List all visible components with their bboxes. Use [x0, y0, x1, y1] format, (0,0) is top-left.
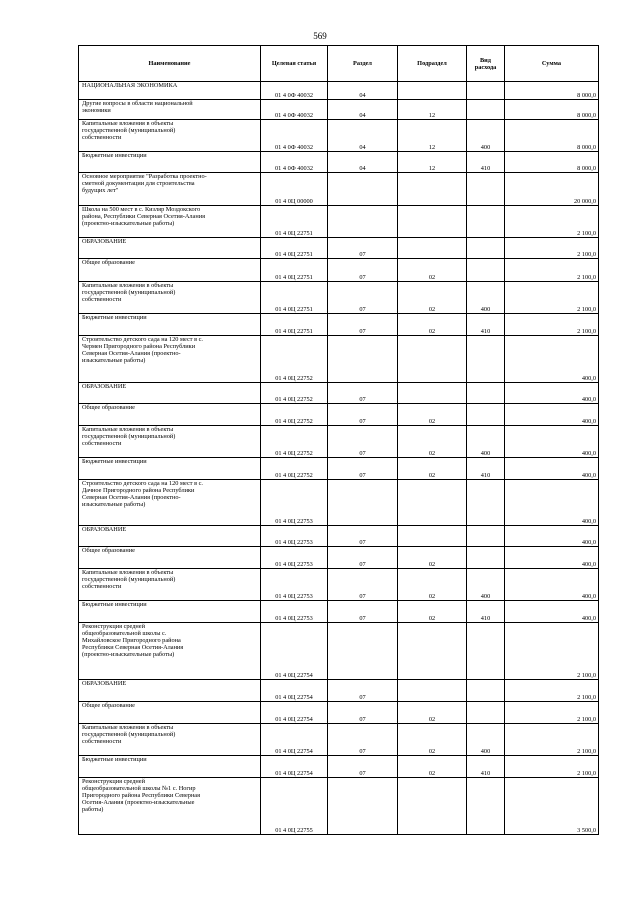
cell-name: Бюджетные инвестиции	[79, 458, 261, 480]
cell-target: 01 4 0Ф 40032	[261, 152, 328, 173]
header-target: Целевая статья	[261, 46, 328, 82]
cell-name: ОБРАЗОВАНИЕ	[79, 383, 261, 404]
cell-amount: 8 000,0	[505, 120, 599, 152]
budget-table	[78, 45, 599, 835]
cell-expense-type	[467, 623, 505, 680]
cell-expense-type	[467, 173, 505, 206]
cell-subsection	[398, 238, 467, 259]
cell-section: 07	[328, 314, 398, 336]
cell-section: 04	[328, 152, 398, 173]
cell-subsection: 02	[398, 259, 467, 282]
cell-section: 04	[328, 120, 398, 152]
cell-subsection: 02	[398, 404, 467, 426]
cell-name: Реконструкция средней общеобразовательной школы №1 с. Ногир Пригородного района Республики Северная Осетия-Алания (проектно-изыскательные работы)	[79, 778, 261, 835]
cell-expense-type: 400	[467, 724, 505, 756]
cell-amount: 400,0	[505, 569, 599, 601]
cell-target: 01 4 0Ц 22753	[261, 480, 328, 526]
cell-expense-type	[467, 778, 505, 835]
table-row	[79, 724, 599, 756]
cell-target: 01 4 0Ц 22754	[261, 702, 328, 724]
cell-name: ОБРАЗОВАНИЕ	[79, 680, 261, 702]
cell-section	[328, 778, 398, 835]
cell-name: Капитальные вложения в объекты государственной (муниципальной) собственности	[79, 724, 261, 756]
cell-subsection	[398, 680, 467, 702]
cell-target: 01 4 0Ф 40032	[261, 120, 328, 152]
cell-target: 01 4 0Ц 22753	[261, 547, 328, 569]
cell-expense-type: 400	[467, 120, 505, 152]
cell-subsection	[398, 82, 467, 100]
cell-name: Капитальные вложения в объекты государственной (муниципальной) собственности	[79, 120, 261, 152]
cell-target: 01 4 0Ц 22753	[261, 601, 328, 623]
cell-expense-type: 410	[467, 601, 505, 623]
cell-target: 01 4 0Ц 22753	[261, 526, 328, 547]
cell-target: 01 4 0Ц 22751	[261, 259, 328, 282]
cell-name: Общее образование	[79, 547, 261, 569]
header-amount: Сумма	[505, 46, 599, 82]
table-row	[79, 547, 599, 569]
cell-target: 01 4 0Ц 22752	[261, 336, 328, 383]
cell-amount: 2 100,0	[505, 238, 599, 259]
table-row	[79, 100, 599, 120]
cell-target: 01 4 0Ц 22754	[261, 623, 328, 680]
cell-expense-type: 400	[467, 569, 505, 601]
cell-target: 01 4 0Ц 22753	[261, 569, 328, 601]
cell-subsection: 02	[398, 724, 467, 756]
cell-subsection	[398, 383, 467, 404]
cell-section: 07	[328, 458, 398, 480]
table-row	[79, 480, 599, 526]
cell-name: ОБРАЗОВАНИЕ	[79, 238, 261, 259]
cell-amount: 400,0	[505, 601, 599, 623]
cell-amount: 2 100,0	[505, 314, 599, 336]
cell-target: 01 4 0Ц 22754	[261, 724, 328, 756]
cell-expense-type	[467, 547, 505, 569]
cell-amount: 2 100,0	[505, 680, 599, 702]
cell-expense-type	[467, 336, 505, 383]
cell-target: 01 4 0Ц 00000	[261, 173, 328, 206]
cell-name: Бюджетные инвестиции	[79, 152, 261, 173]
cell-section: 07	[328, 702, 398, 724]
table-header-row	[79, 46, 599, 82]
cell-expense-type: 410	[467, 152, 505, 173]
cell-target: 01 4 0Ц 22754	[261, 756, 328, 778]
cell-amount: 20 000,0	[505, 173, 599, 206]
header-subsection: Подраздел	[398, 46, 467, 82]
table-row	[79, 383, 599, 404]
cell-section	[328, 336, 398, 383]
cell-subsection: 02	[398, 547, 467, 569]
table-row	[79, 680, 599, 702]
table-row	[79, 702, 599, 724]
cell-name: Школа на 500 мест в с. Кизляр Моздокского района, Республики Северная Осетия-Алания (проектно-изыскательные работы)	[79, 206, 261, 238]
cell-name: Строительство детского сада на 120 мест в с. Дачное Пригородного района Республики Северная Осетия-Алания (проектно- изыскательные работы)	[79, 480, 261, 526]
cell-amount: 2 100,0	[505, 623, 599, 680]
table-row	[79, 569, 599, 601]
table-row	[79, 120, 599, 152]
cell-expense-type	[467, 82, 505, 100]
cell-subsection: 12	[398, 100, 467, 120]
cell-name: Бюджетные инвестиции	[79, 601, 261, 623]
cell-amount: 2 100,0	[505, 282, 599, 314]
cell-expense-type	[467, 526, 505, 547]
cell-section: 07	[328, 756, 398, 778]
header-section: Раздел	[328, 46, 398, 82]
cell-section: 04	[328, 100, 398, 120]
cell-subsection	[398, 206, 467, 238]
cell-section: 07	[328, 601, 398, 623]
cell-amount: 400,0	[505, 526, 599, 547]
cell-amount: 400,0	[505, 336, 599, 383]
cell-subsection: 12	[398, 152, 467, 173]
cell-name: Бюджетные инвестиции	[79, 756, 261, 778]
cell-name: Основное мероприятие "Разработка проектно- сметной документации для строительства будущих лет"	[79, 173, 261, 206]
table-row	[79, 526, 599, 547]
cell-section: 07	[328, 238, 398, 259]
cell-target: 01 4 0Ц 22751	[261, 206, 328, 238]
cell-section	[328, 623, 398, 680]
cell-subsection	[398, 526, 467, 547]
cell-amount: 2 100,0	[505, 702, 599, 724]
cell-amount: 2 100,0	[505, 206, 599, 238]
cell-amount: 400,0	[505, 547, 599, 569]
table-row	[79, 778, 599, 835]
cell-amount: 400,0	[505, 458, 599, 480]
cell-name: Реконструкция средней общеобразовательной школы с. Михайловское Пригородного района Республики Северная Осетия-Алания (проектно-изыскательные работы)	[79, 623, 261, 680]
cell-section: 07	[328, 547, 398, 569]
cell-amount: 8 000,0	[505, 82, 599, 100]
cell-target: 01 4 0Ц 22752	[261, 458, 328, 480]
table-row	[79, 404, 599, 426]
table-row	[79, 426, 599, 458]
cell-subsection: 02	[398, 314, 467, 336]
cell-target: 01 4 0Ц 22752	[261, 426, 328, 458]
cell-section: 07	[328, 680, 398, 702]
table-row	[79, 756, 599, 778]
cell-expense-type: 400	[467, 282, 505, 314]
cell-expense-type	[467, 404, 505, 426]
cell-name: ОБРАЗОВАНИЕ	[79, 526, 261, 547]
cell-amount: 400,0	[505, 426, 599, 458]
cell-section	[328, 173, 398, 206]
cell-name: Капитальные вложения в объекты государственной (муниципальной) собственности	[79, 426, 261, 458]
table-row	[79, 152, 599, 173]
table-row	[79, 82, 599, 100]
cell-subsection: 02	[398, 569, 467, 601]
table-row	[79, 259, 599, 282]
cell-target: 01 4 0Ф 40032	[261, 100, 328, 120]
cell-expense-type: 410	[467, 314, 505, 336]
cell-expense-type: 400	[467, 426, 505, 458]
cell-expense-type: 410	[467, 756, 505, 778]
cell-target: 01 4 0Ф 40032	[261, 82, 328, 100]
cell-target: 01 4 0Ц 22754	[261, 680, 328, 702]
cell-expense-type	[467, 100, 505, 120]
cell-section: 07	[328, 569, 398, 601]
cell-section: 07	[328, 259, 398, 282]
table-row	[79, 314, 599, 336]
cell-name: Бюджетные инвестиции	[79, 314, 261, 336]
header-name: Наименование	[79, 46, 261, 82]
cell-target: 01 4 0Ц 22752	[261, 383, 328, 404]
cell-subsection	[398, 778, 467, 835]
cell-section	[328, 480, 398, 526]
cell-name: Общее образование	[79, 702, 261, 724]
table-row	[79, 336, 599, 383]
cell-section: 04	[328, 82, 398, 100]
cell-amount: 3 500,0	[505, 778, 599, 835]
cell-section: 07	[328, 404, 398, 426]
table-row	[79, 238, 599, 259]
cell-name: НАЦИОНАЛЬНАЯ ЭКОНОМИКА	[79, 82, 261, 100]
cell-subsection: 02	[398, 601, 467, 623]
cell-expense-type	[467, 480, 505, 526]
cell-section: 07	[328, 426, 398, 458]
cell-subsection: 02	[398, 458, 467, 480]
cell-name: Капитальные вложения в объекты государственной (муниципальной) собственности	[79, 282, 261, 314]
cell-target: 01 4 0Ц 22751	[261, 238, 328, 259]
page-number: 569	[313, 31, 327, 41]
cell-amount: 2 100,0	[505, 756, 599, 778]
cell-amount: 8 000,0	[505, 152, 599, 173]
cell-target: 01 4 0Ц 22751	[261, 282, 328, 314]
table-row	[79, 623, 599, 680]
cell-name: Другие вопросы в области национальной экономики	[79, 100, 261, 120]
table-row	[79, 458, 599, 480]
cell-expense-type	[467, 680, 505, 702]
cell-section	[328, 206, 398, 238]
cell-expense-type	[467, 702, 505, 724]
table-row	[79, 206, 599, 238]
table-body	[79, 82, 599, 835]
cell-amount: 400,0	[505, 383, 599, 404]
cell-expense-type	[467, 383, 505, 404]
cell-subsection: 02	[398, 282, 467, 314]
cell-subsection: 12	[398, 120, 467, 152]
cell-section: 07	[328, 282, 398, 314]
cell-expense-type	[467, 238, 505, 259]
cell-name: Строительство детского сада на 120 мест в с. Чермен Пригородного района Республики Северная Осетия-Алания (проектно- изыскательные работы)	[79, 336, 261, 383]
cell-subsection	[398, 480, 467, 526]
cell-subsection: 02	[398, 702, 467, 724]
table-row	[79, 173, 599, 206]
cell-section: 07	[328, 724, 398, 756]
cell-name: Общее образование	[79, 259, 261, 282]
cell-target: 01 4 0Ц 22752	[261, 404, 328, 426]
cell-target: 01 4 0Ц 22751	[261, 314, 328, 336]
cell-amount: 2 100,0	[505, 724, 599, 756]
header-expense-type: Вид расхода	[467, 46, 505, 82]
cell-subsection: 02	[398, 756, 467, 778]
cell-amount: 8 000,0	[505, 100, 599, 120]
cell-subsection: 02	[398, 426, 467, 458]
cell-name: Общее образование	[79, 404, 261, 426]
table-row	[79, 282, 599, 314]
cell-target: 01 4 0Ц 22755	[261, 778, 328, 835]
cell-subsection	[398, 336, 467, 383]
cell-section: 07	[328, 383, 398, 404]
cell-expense-type: 410	[467, 458, 505, 480]
cell-expense-type	[467, 206, 505, 238]
cell-expense-type	[467, 259, 505, 282]
cell-amount: 2 100,0	[505, 259, 599, 282]
cell-amount: 400,0	[505, 480, 599, 526]
cell-subsection	[398, 173, 467, 206]
cell-amount: 400,0	[505, 404, 599, 426]
cell-subsection	[398, 623, 467, 680]
cell-name: Капитальные вложения в объекты государственной (муниципальной) собственности	[79, 569, 261, 601]
cell-section: 07	[328, 526, 398, 547]
table-row	[79, 601, 599, 623]
